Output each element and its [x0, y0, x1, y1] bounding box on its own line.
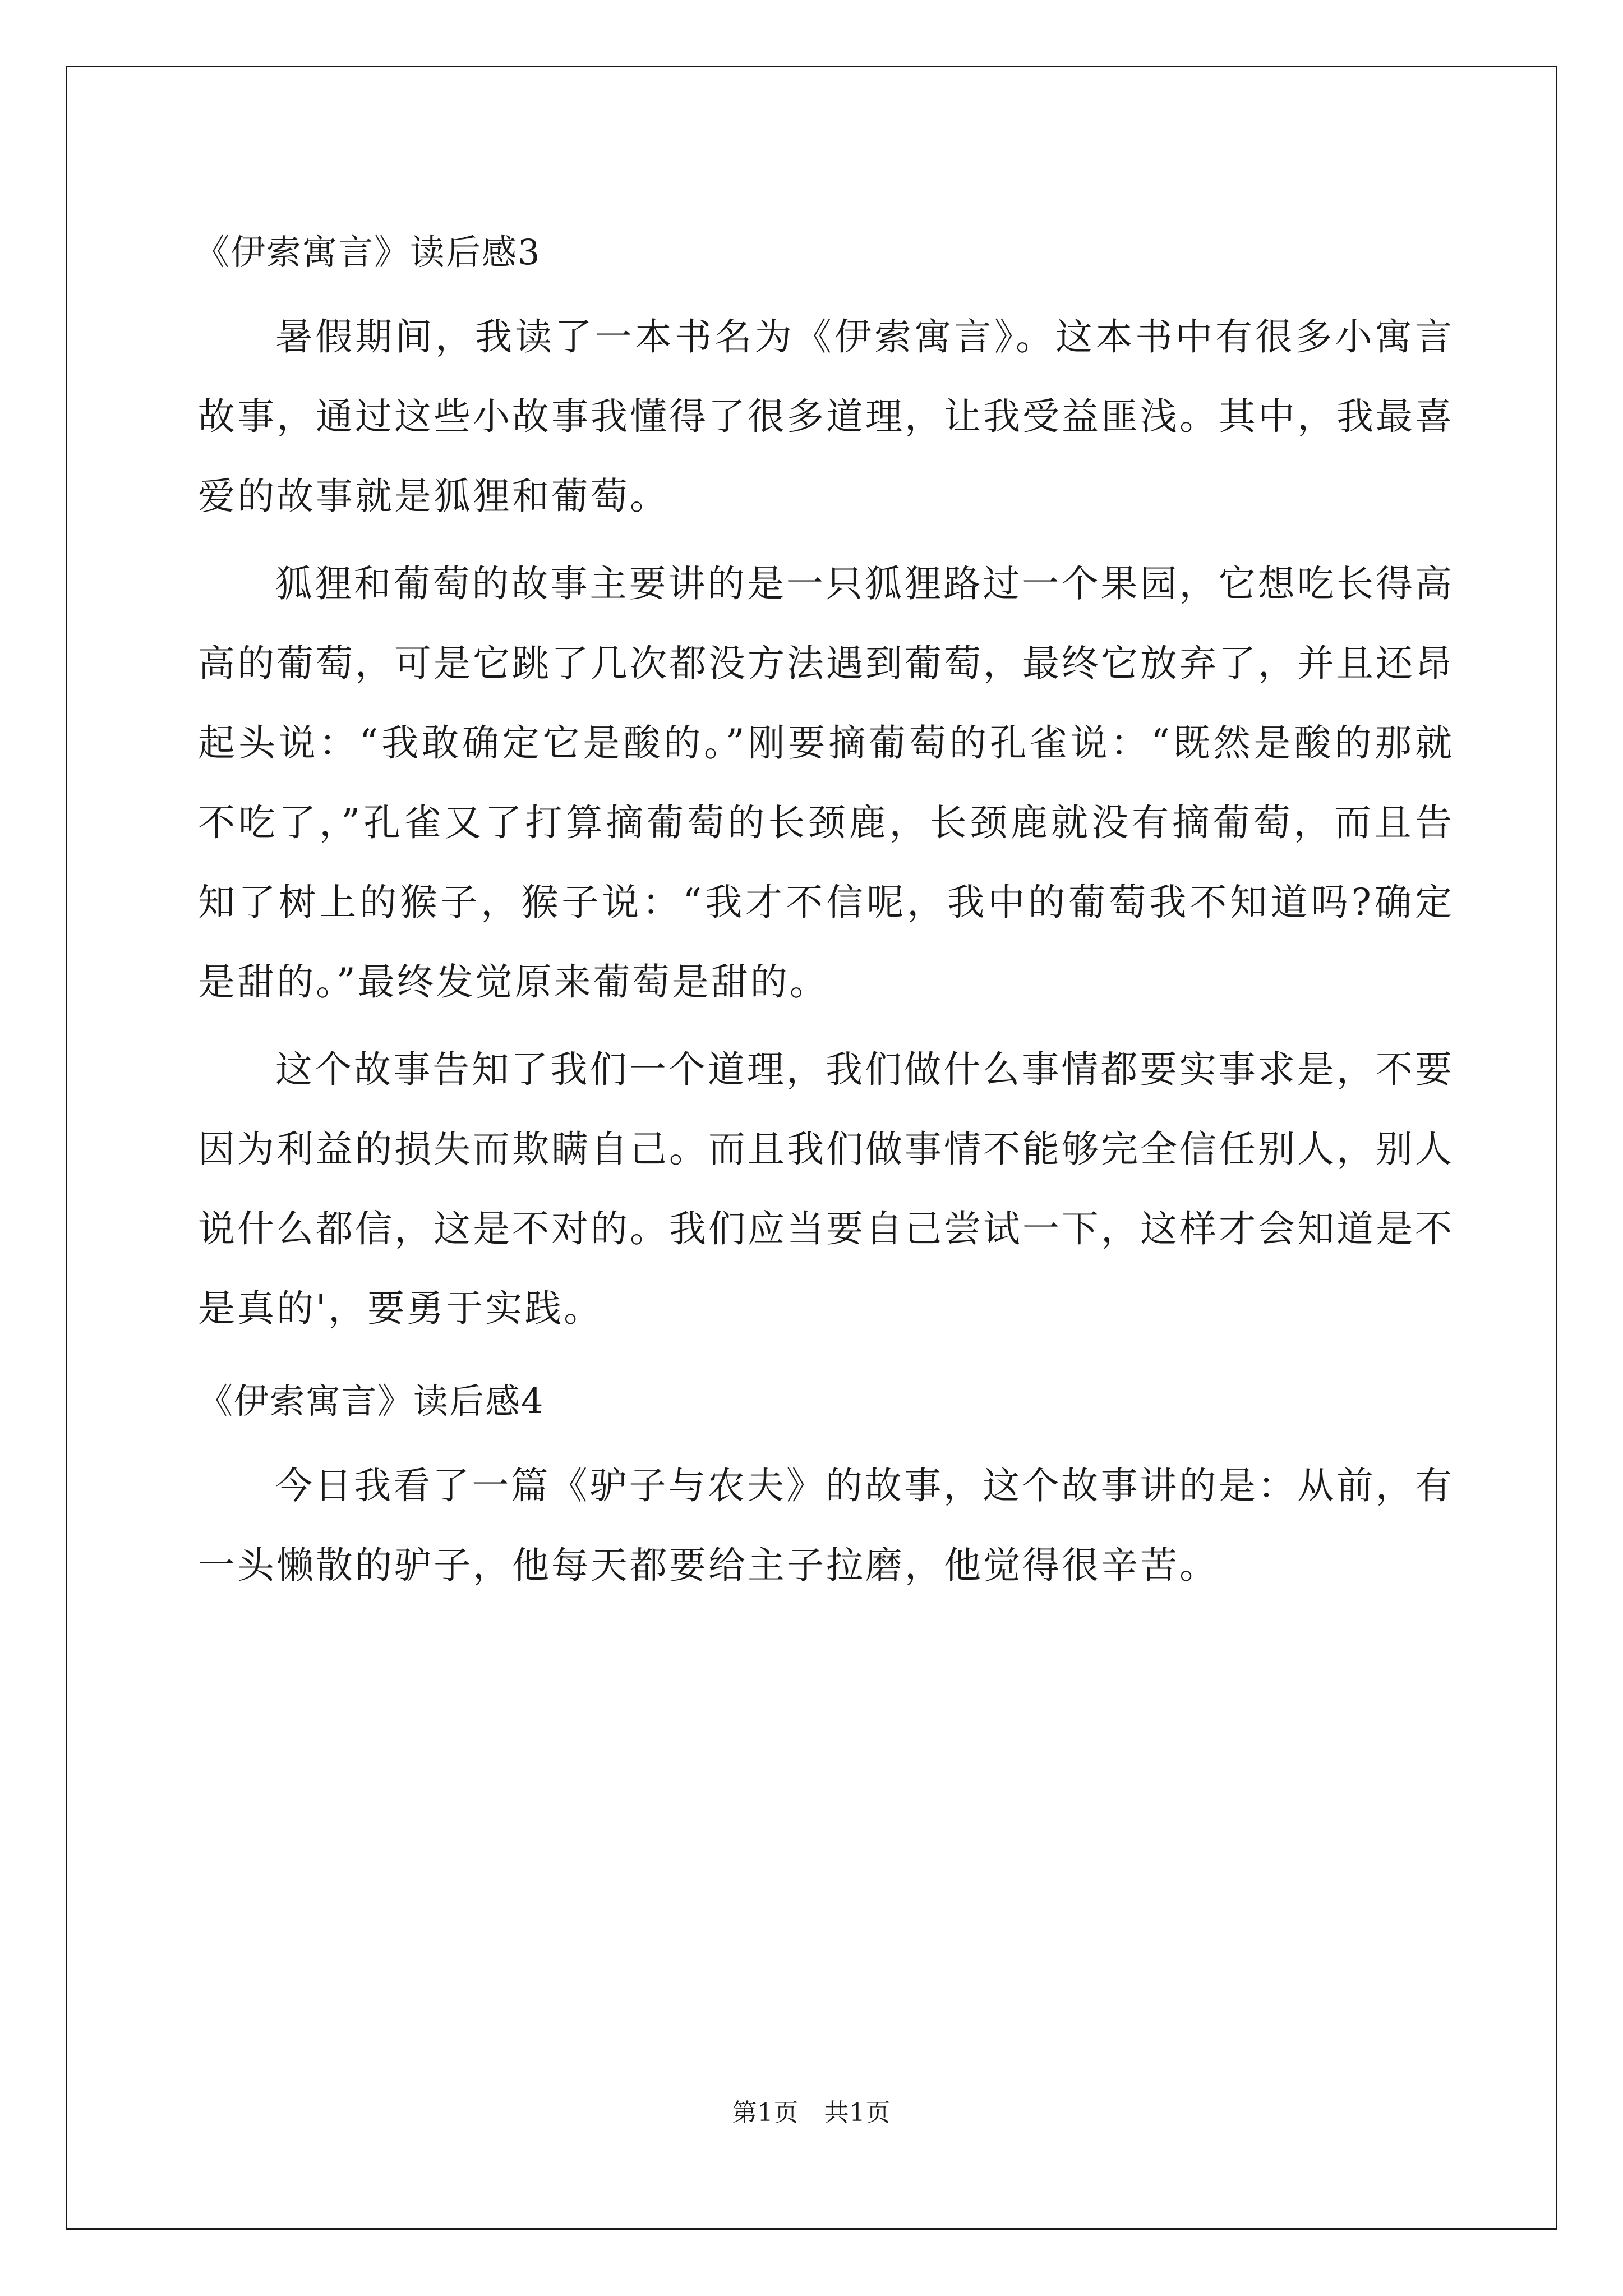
document-body: [195, 208, 1454, 1613]
paragraph: 暑假期间，我读了一本书名为《伊索寓言》。这本书中有很多小寓言故事，通过这些小故事我懂得了很多道理，让我受益匪浅。其中，我最喜爱的故事就是狐狸和葡萄。: [198, 315, 1454, 518]
paragraph: 今日我看了一篇《驴子与农夫》的故事，这个故事讲的是：从前，有一头懒散的驴子，他每天都要给主子拉磨，他觉得很辛苦。: [198, 1464, 1454, 1587]
section-title: 《伊索寓言》读后感3: [195, 232, 541, 273]
paragraph: 这个故事告知了我们一个道理，我们做什么事情都要实事求是，不要因为利益的损失而欺瞒自己。而且我们做事情不能够完全信任别人，别人说什么都信，这是不对的。我们应当要自己尝试一下，这样才会知道是不是真的'，要勇于实践。: [198, 1048, 1454, 1330]
paragraph: 狐狸和葡萄的故事主要讲的是一只狐狸路过一个果园，它想吃长得高高的葡萄，可是它跳了几次都没方法遇到葡萄，最终它放弃了，并且还昂起头说：“我敢确定它是酸的。”刚要摘葡萄的孔雀说：“既然是酸的那就不吃了，”孔雀又了打算摘葡萄的长颈鹿，长颈鹿就没有摘葡萄，而且告知了树上的猴子，猴子说：“我才不信呢，我中的葡萄我不知道吗?确定是甜的。”最终发觉原来葡萄是甜的。: [198, 562, 1454, 1004]
section-title: 《伊索寓言》读后感4: [198, 1381, 545, 1421]
page-footer: 第1页 共1页: [732, 2099, 891, 2127]
